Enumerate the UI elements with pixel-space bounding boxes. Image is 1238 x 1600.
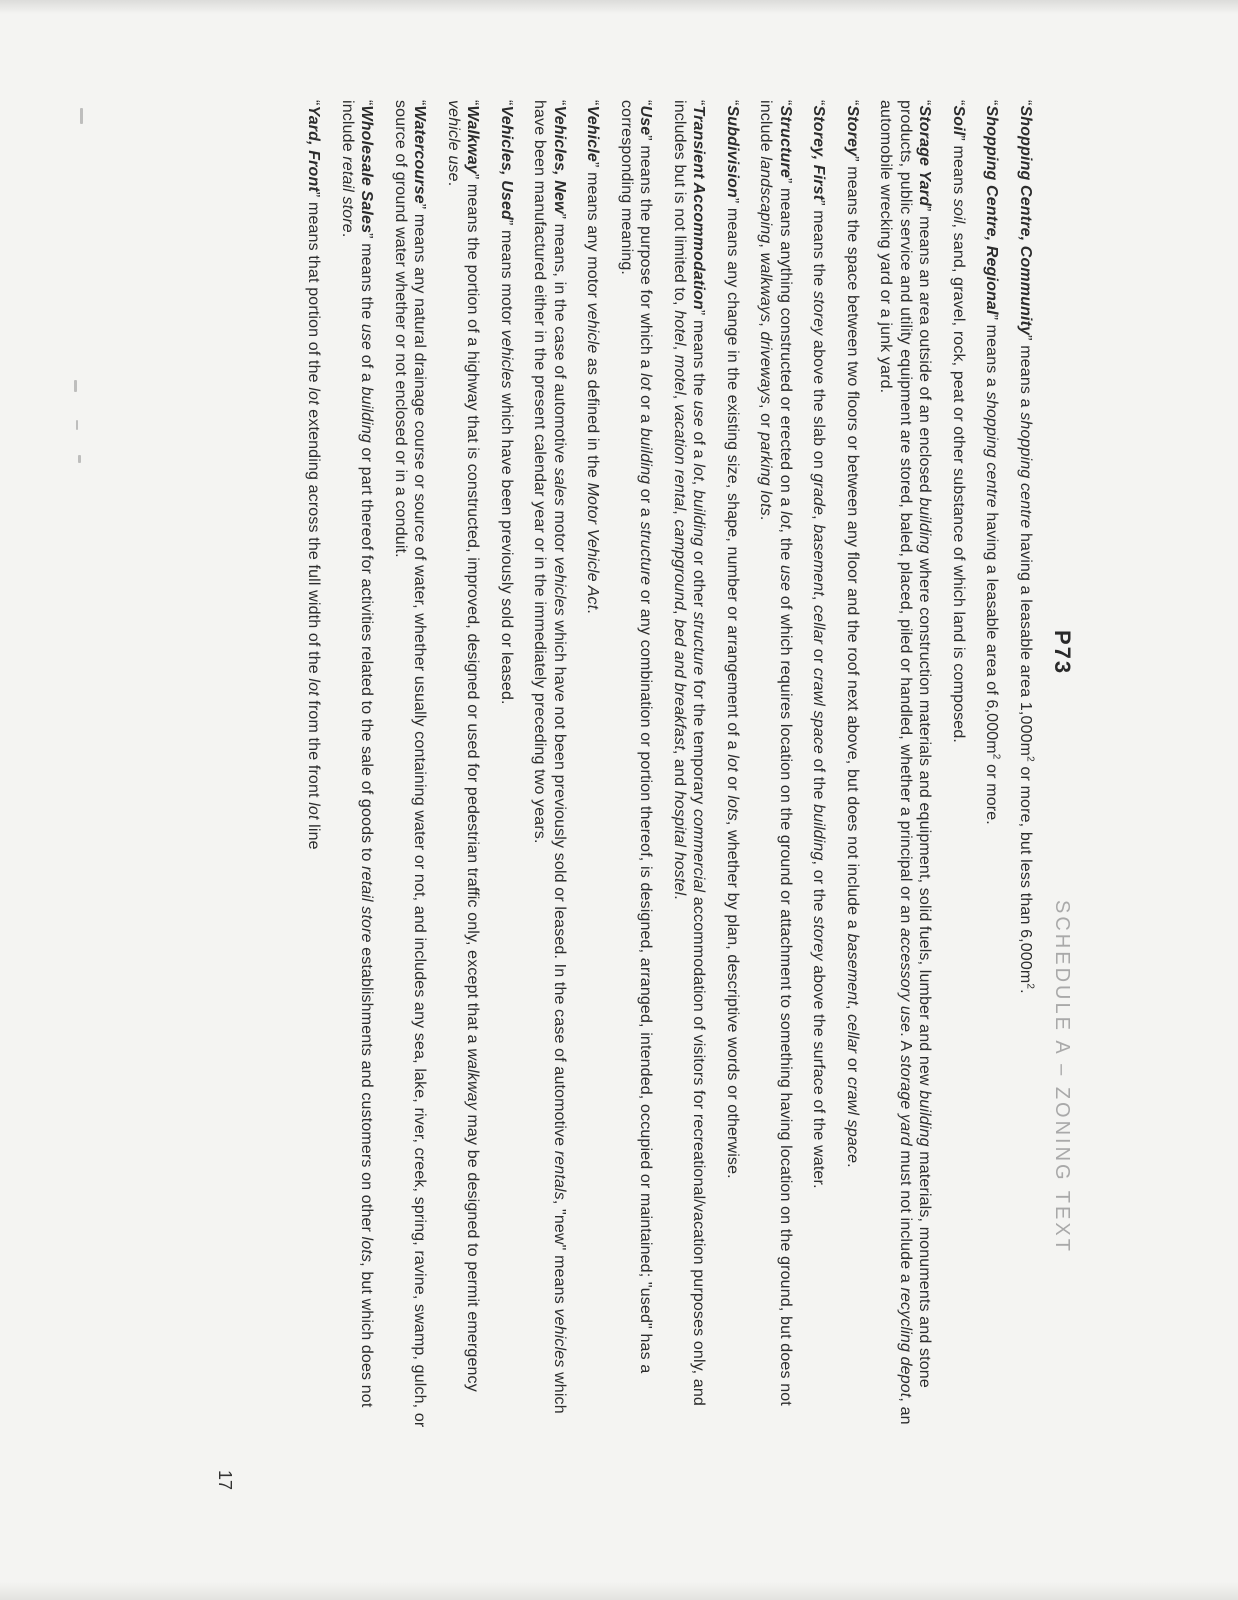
- definition-entry: “Structure” means anything constructed or erected on a lot, the use of which requires location on the ground or attachment to something having location on the ground, but does not include landscaping, walkways, driveways, or parking lots.: [757, 100, 794, 1406]
- definition-text: means any natural drainage course or source of water, whether usually containing water or not, and includes any sea, lake, river, creek, spring, ravine, swamp, gulch, or source of ground water whether or not enclosed or in a conduit.: [392, 100, 429, 1428]
- definitions-list: [290, 100, 1035, 1430]
- definition-term: Structure: [777, 105, 794, 178]
- scan-speck: [78, 455, 81, 463]
- definition-text: means a shopping centre having a leasable area $1,000m^2$ or more, but less than $6,000m^2$.: [1017, 345, 1036, 994]
- definition-term: Use: [637, 105, 655, 136]
- definition-entry: “Storey” means the space between two floors or between any floor and the roof next above, but does not include a basement, cellar or crawl space.: [844, 100, 861, 1168]
- definition-entry: “Watercourse” means any natural drainage course or source of water, whether usually containing water or not, and includes any sea, lake, river, creek, spring, ravine, swamp, gulch, or source of ground water whether or not enclosed or in a conduit.: [392, 100, 429, 1428]
- definition-term: Storey: [844, 105, 861, 157]
- definition-text: means that portion of the lot extending across the full width of the lot from the front lot line: [305, 201, 323, 850]
- definition-entry: “Yard, Front” means that portion of the lot extending across the full width of the lot from the front lot line: [305, 100, 323, 850]
- definition-term: Shopping Centre, Regional: [983, 105, 1001, 315]
- scan-edge-top: [0, 0, 1238, 14]
- definition-entry: “Vehicles, Used” means motor vehicles which have been previously sold or leased.: [498, 100, 515, 705]
- definition-text: means, in the case of automotive sales motor vehicles which have not been previously sold or leased. In the case of automotive rentals, "new" means vehicles which have been manufactured either in the present calendar year or in the immediately preceding two years.: [531, 100, 568, 1414]
- definition-text: means motor vehicles which have been previously sold or leased.: [498, 230, 515, 705]
- definition-entry: “Walkway” means the portion of a highway that is constructed, improved, designed or used for pedestrian traffic only, except that a walkway may be designed to permit emergency vehicle use.: [445, 100, 482, 1392]
- definition-text: means soil, sand, gravel, rock, peat or other substance of which land is composed.: [950, 145, 967, 744]
- definition-term: Storey, First: [810, 105, 828, 201]
- page-number: 17: [215, 1470, 235, 1491]
- definition-entry: “Soil” means soil, sand, gravel, rock, peat or other substance of which land is composed.: [950, 100, 967, 744]
- definition-term: Yard, Front: [305, 105, 323, 192]
- definition-text: means the use of a lot, building or other structure for the temporary commercial accommodation of visitors for recreational/vacation purposes only, and includes but is not limited to, hotel, motel, vacation rental, campground, bed and breakfast, and hospital hostel.: [671, 100, 708, 1406]
- page-code: P73: [1050, 630, 1075, 676]
- definition-term: Transient Accommodation: [690, 105, 708, 310]
- definition-entry: “Storey, First” means the storey above the slab on grade, basement, cellar or crawl space of the building, or the storey above the surface of the water.: [810, 100, 828, 1189]
- definition-entry: “Shopping Centre, Community” means a shopping centre having a leasable area $1,000m^2$ or more, but less than $6,000m^2$.: [1017, 100, 1036, 994]
- definition-term: Vehicles, New: [551, 105, 568, 214]
- scan-edge-bottom: [0, 1582, 1238, 1600]
- definition-term: Watercourse: [411, 105, 429, 204]
- scan-speck: [74, 380, 77, 392]
- definition-entry: “Transient Accommodation” means the use of a lot, building or other structure for the temporary commercial accommodation of visitors for recreational/vacation purposes only, and includes but is not limited to, hotel, motel, vacation rental, campground, bed and breakfast, and hospital hostel.: [671, 100, 708, 1406]
- definition-text: means the space between two floors or between any floor and the roof next above, but does not include a basement, cellar or crawl space.: [844, 166, 861, 1168]
- definition-entry: “Vehicles, New” means, in the case of automotive sales motor vehicles which have not been previously sold or leased. In the case of automotive rentals, "new" means vehicles which have been manufactured either in the present calendar year or in the immediately preceding two years.: [531, 100, 568, 1414]
- definition-term: Storage Yard: [916, 105, 934, 206]
- definition-text: means anything constructed or erected on a lot, the use of which requires location on the ground or attachment to something having location on the ground, but does not include landscaping, walkways, driveways, or parking lots.: [757, 100, 794, 1406]
- definition-term: Vehicles, Used: [498, 105, 515, 220]
- scan-speck: [76, 420, 78, 430]
- definition-entry: “Shopping Centre, Regional” means a shopping centre having a leasable area of $6,000m^2$ or more.: [983, 100, 1002, 825]
- page-header: [1025, 90, 1095, 1530]
- scan-speck: [80, 108, 83, 124]
- definition-text: means the portion of a highway that is constructed, improved, designed or used for pedestrian traffic only, except that a walkway may be designed to permit emergency vehicle use.: [445, 100, 482, 1392]
- definition-term: Wholesale Sales: [358, 105, 376, 234]
- definition-text: means any motor vehicle as defined in the Motor Vehicle Act.: [584, 172, 602, 614]
- definition-entry: “Subdivision” means any change in the existing size, shape, number or arrangement of a lot or lots, whether by plan, descriptive words or otherwise.: [724, 100, 741, 1179]
- definition-entry: “Storage Yard” means an area outside of an enclosed building where construction materials and equipment, solid fuels, lumber and new building materials, monuments and stone products, public service and utility equipment are stored, baled, placed, piled or handled, whether a principal or an accessory use. A storage yard must not include a recycling depot, an automobile wrecking yard or a junk yard.: [877, 100, 934, 1425]
- definition-text: means the purpose for which a lot or a building or a structure or any combination or portion thereof, is designed, arranged, intended, occupied or maintained; "used" has a corresponding meaning.: [618, 100, 655, 1374]
- definition-text: means a shopping centre having a leasable area of $6,000m^2$ or more.: [983, 324, 1002, 825]
- definition-term: Soil: [950, 105, 967, 136]
- definition-term: Shopping Centre, Community: [1017, 105, 1034, 336]
- definition-text: means any change in the existing size, shape, number or arrangement of a lot or lots, whether by plan, descriptive words or otherwise.: [724, 207, 741, 1179]
- schedule-title: SCHEDULE A – ZONING TEXT: [1051, 900, 1073, 1254]
- definition-entry: “Wholesale Sales” means the use of a building or part thereof for activities related to the sale of goods to retail store establishments and customers on other lots, but which does not include retail store.: [339, 100, 376, 1408]
- definition-term: Subdivision: [724, 105, 741, 198]
- definition-term: Walkway: [464, 105, 482, 174]
- definition-entry: “Use” means the purpose for which a lot or a building or a structure or any combination or portion thereof, is designed, arranged, intended, occupied or maintained; "used" has a corresponding meaning.: [618, 100, 655, 1374]
- definition-text: means the use of a building or part thereof for activities related to the sale of goods to retail store establishments and customers on other lots, but which does not include retail store.: [339, 100, 376, 1408]
- definition-term: Vehicle: [584, 105, 602, 162]
- definition-text: means the storey above the slab on grade, basement, cellar or crawl space of the building, or the storey above the surface of the water.: [810, 210, 828, 1189]
- definition-entry: “Vehicle” means any motor vehicle as defined in the Motor Vehicle Act.: [584, 100, 602, 614]
- definition-text: means an area outside of an enclosed building where construction materials and equipment, solid fuels, lumber and new building materials, monuments and stone products, public service and utility equipment are stored, baled, placed, piled or handled, whether a principal or an accessory use. A storage yard must not include a recycling depot, an automobile wrecking yard or a junk yard.: [877, 100, 934, 1425]
- rotated-page-content: [175, 90, 1095, 1530]
